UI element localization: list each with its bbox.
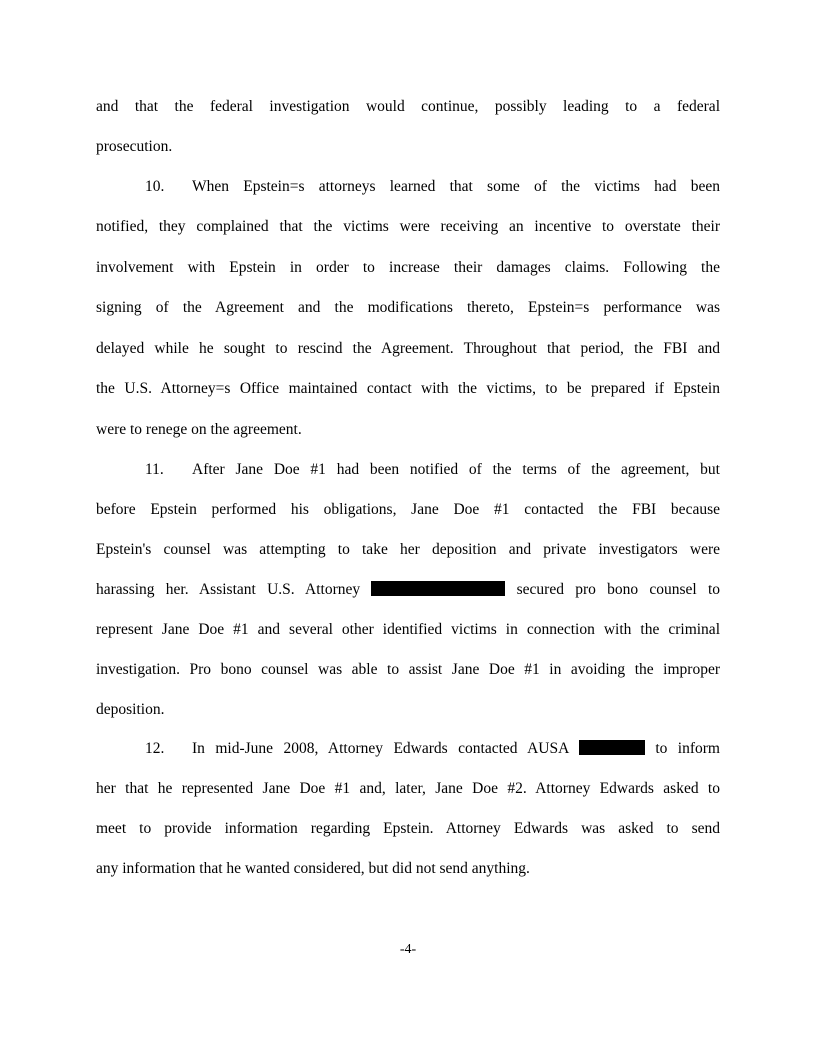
text-line: investigation. Pro bono counsel was able to assist Jane Doe #1 in avoiding the improper [96, 661, 720, 678]
page-number: -4- [399, 942, 417, 957]
text-line: before Epstein performed his obligations, Jane Doe #1 contacted the FBI because [96, 501, 720, 518]
paragraph-12-first-line [145, 739, 720, 759]
text-line: meet to provide information regarding Epstein. Attorney Edwards was asked to send [96, 820, 720, 837]
redaction-block [579, 740, 645, 755]
text-line: delayed while he sought to rescind the Agreement. Throughout that period, the FBI and [96, 340, 720, 357]
text-line: represent Jane Doe #1 and several other identified victims in connection with the criminal [96, 621, 720, 638]
text-line: involvement with Epstein in order to increase their damages claims. Following the [96, 259, 720, 276]
text-line: any information that he wanted considered, but did not send anything. [96, 860, 530, 877]
text-line: When Epstein=s attorneys learned that some of the victims had been [192, 178, 720, 195]
paragraph-number: 10. [145, 178, 165, 195]
text-line: were to renege on the agreement. [96, 421, 302, 438]
text-line: prosecution. [96, 138, 173, 155]
text-segment: harassing her. Assistant U.S. Attorney [96, 581, 361, 598]
text-segment: to inform [655, 740, 720, 757]
paragraph-11-first-line [145, 460, 720, 480]
text-line: the U.S. Attorney=s Office maintained contact with the victims, to be prepared if Epstein [96, 380, 720, 397]
text-segment: secured pro bono counsel to [516, 581, 720, 598]
text-line: signing of the Agreement and the modifications thereto, Epstein=s performance was [96, 299, 720, 316]
paragraph-10-first-line [145, 177, 720, 197]
paragraph-number: 11. [145, 461, 164, 478]
text-segment: In mid-June 2008, Attorney Edwards contacted AUSA [192, 740, 569, 757]
text-line: Epstein's counsel was attempting to take her deposition and private investigators were [96, 541, 720, 558]
text-line-with-redaction [96, 580, 720, 600]
text-line: After Jane Doe #1 had been notified of the terms of the agreement, but [192, 461, 720, 478]
paragraph-number: 12. [145, 740, 165, 757]
text-line: notified, they complained that the victims were receiving an incentive to overstate their [96, 218, 720, 235]
text-line: her that he represented Jane Doe #1 and, later, Jane Doe #2. Attorney Edwards asked to [96, 780, 720, 797]
redaction-block [371, 581, 505, 596]
text-line: and that the federal investigation would continue, possibly leading to a federal [96, 98, 720, 115]
text-line: deposition. [96, 701, 165, 718]
